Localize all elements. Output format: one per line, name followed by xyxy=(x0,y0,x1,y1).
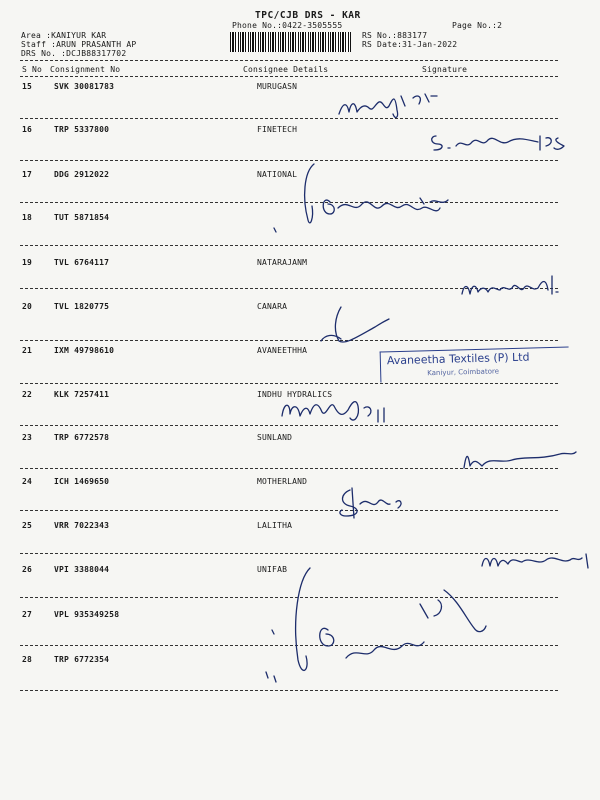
row-sno: 17 xyxy=(22,170,33,179)
signature-row-23 xyxy=(460,442,580,474)
row-divider xyxy=(20,245,558,246)
row-consignee: NATARAJANM xyxy=(257,258,308,267)
barcode xyxy=(230,32,351,52)
row-consignee: LALITHA xyxy=(257,521,293,530)
row-consignee: CANARA xyxy=(257,302,288,311)
signature-row-25 xyxy=(478,548,594,572)
row-sno: 16 xyxy=(22,125,33,134)
document-title: TPC/CJB DRS - KAR xyxy=(255,10,361,21)
stamp-company-name: Avaneetha Textiles (P) Ltd xyxy=(386,350,530,368)
signature-row-19 xyxy=(458,270,568,300)
row-sno: 22 xyxy=(22,390,33,399)
signature-row-22 xyxy=(278,388,398,430)
row-consignment: TRP 5337800 xyxy=(54,125,110,134)
row-divider xyxy=(20,340,558,341)
signature-row-20 xyxy=(315,303,395,348)
row-divider xyxy=(20,690,558,691)
row-consignment: TVL 6764117 xyxy=(54,258,110,267)
columns-divider xyxy=(20,76,558,77)
col-sno: S No xyxy=(22,65,43,74)
row-consignee: MOTHERLAND xyxy=(257,477,308,486)
row-consignee: NATIONAL xyxy=(257,170,298,179)
row-consignment: DDG 2912022 xyxy=(54,170,110,179)
row-sno: 15 xyxy=(22,82,33,91)
row-consignment: VRR 7022343 xyxy=(54,521,110,530)
row-consignment: IXM 49798610 xyxy=(54,346,115,355)
row-consignee: MURUGASN xyxy=(257,82,298,91)
row-consignment: TUT 5871854 xyxy=(54,213,110,222)
signature-row-24 xyxy=(330,484,410,520)
row-sno: 27 xyxy=(22,610,33,619)
row-sno: 28 xyxy=(22,655,33,664)
row-consignment: KLK 7257411 xyxy=(54,390,110,399)
row-sno: 20 xyxy=(22,302,33,311)
area-label: Area :KANIYUR KAR xyxy=(21,31,107,40)
col-consignment: Consignment No xyxy=(50,65,121,74)
col-signature: Signature xyxy=(422,65,468,74)
phone-number: Phone No.:0422-3505555 xyxy=(232,21,343,30)
row-consignment: TRP 6772354 xyxy=(54,655,110,664)
row-consignment: TVL 1820775 xyxy=(54,302,110,311)
row-consignee: AVANEETHHA xyxy=(257,346,308,355)
row-consignment: VPI 3388044 xyxy=(54,565,110,574)
staff-label: Staff :ARUN PRASANTH AP xyxy=(21,40,137,49)
row-sno: 24 xyxy=(22,477,33,486)
drs-number: DRS No. :DCJB88317702 xyxy=(21,49,127,58)
row-sno: 19 xyxy=(22,258,33,267)
col-consignee: Consignee Details xyxy=(243,65,329,74)
rs-date: RS Date:31-Jan-2022 xyxy=(362,40,458,49)
header-divider xyxy=(20,60,558,61)
page-number: Page No.:2 xyxy=(452,21,503,30)
rs-number: RS No.:883177 xyxy=(362,31,428,40)
stamp-location: Kaniyur, Coimbatore xyxy=(427,367,500,378)
row-divider xyxy=(20,118,558,119)
row-sno: 21 xyxy=(22,346,33,355)
company-stamp xyxy=(380,347,570,383)
signature-row-17-18 xyxy=(270,158,470,238)
row-sno: 23 xyxy=(22,433,33,442)
row-consignment: ICH 1469650 xyxy=(54,477,110,486)
row-consignee: INDHU HYDRALICS xyxy=(257,390,333,399)
row-consignee: UNIFAB xyxy=(257,565,288,574)
row-consignee: FINETECH xyxy=(257,125,298,134)
signature-row-16 xyxy=(428,128,578,156)
signature-row-26-28 xyxy=(262,560,492,690)
row-consignment: VPL 935349258 xyxy=(54,610,120,619)
signature-row-15 xyxy=(335,84,445,124)
row-divider xyxy=(20,383,558,384)
row-divider xyxy=(20,510,558,511)
row-consignment: SVK 30081783 xyxy=(54,82,115,91)
row-consignee: SUNLAND xyxy=(257,433,293,442)
row-sno: 26 xyxy=(22,565,33,574)
row-consignment: TRP 6772578 xyxy=(54,433,110,442)
row-sno: 18 xyxy=(22,213,33,222)
row-sno: 25 xyxy=(22,521,33,530)
